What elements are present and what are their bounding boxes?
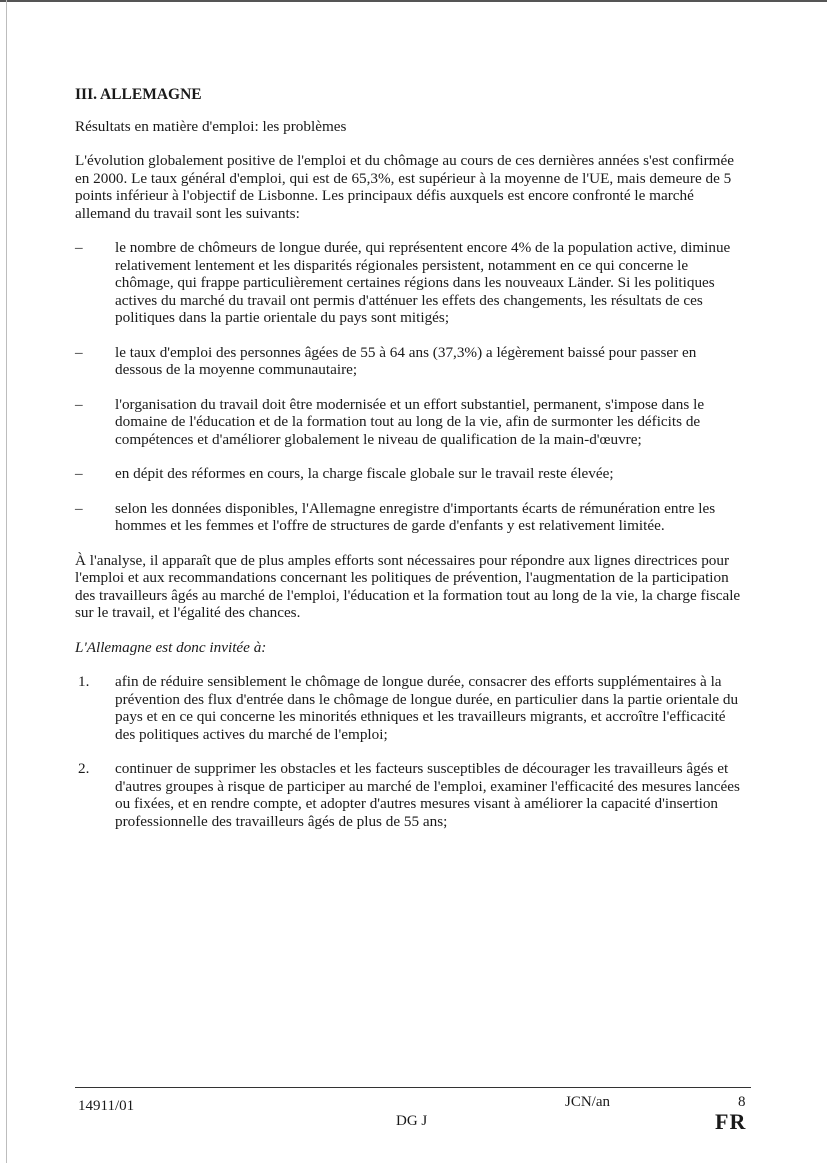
department-label: DG J [396,1113,428,1129]
list-item-text: en dépit des réformes en cours, la charge fiscale globale sur le travail reste élevée; [115,465,614,482]
list-item-text: continuer de supprimer les obstacles et les facteurs susceptibles de décourager les travailleurs âgés et d'autres groupes à risque de participer au marché de l'emploi, examiner l'efficacité des mesures lancées ou fixées, et en rendre compte, et adopter d'autres mesures visant à améliorer la capacité d'insertion professionnelle des travailleurs âgés de plus de 55 ans; [115,760,740,830]
language-code: FR [715,1109,747,1134]
document-reference: 14911/01 [78,1098,135,1114]
list-item-text: afin de réduire sensiblement le chômage de longue durée, consacrer des efforts supplémentaires à la prévention des flux d'entrée dans le chômage de longue durée, en particulier dans la partie orientale du pays et en ce qui concerne les minorités ethniques et les travailleurs migrants, et accroître l'efficacité des politiques actives du marché de l'emploi; [115,673,739,743]
list-item [75,344,745,379]
number-marker: 1. [78,673,90,690]
list-item-text: le taux d'emploi des personnes âgées de 55 à 64 ans (37,3%) a légèrement baissé pour passer en dessous de la moyenne communautaire; [115,343,697,378]
list-item-text: le nombre de chômeurs de longue durée, qui représentent encore 4% de la population active, diminue relativement lentement et les disparités régionales persistent, notamment en ce qui concerne le chômage, qui frappe particulièrement certaines régions dans les nouveaux Länder. Si les politiques actives du marché du travail ont permis d'atténuer les effets des changements, les résultats de ces politiques dans la partie orientale du pays sont mitigés; [115,239,731,326]
dash-marker: – [75,395,83,413]
section-subheading: Résultats en matière d'emploi: les problèmes [75,117,347,135]
footer-divider [75,1087,751,1088]
dash-marker: – [75,343,83,361]
list-item [75,500,745,535]
author-initials: JCN/an [565,1094,610,1110]
list-item-text: selon les données disponibles, l'Allemagne enregistre d'importants écarts de rémunération entre les hommes et les femmes et l'offre de structures de garde d'enfants y est relativement limitée. [115,499,716,534]
number-marker: 2. [78,760,90,777]
analysis-paragraph: À l'analyse, il apparaît que de plus amples efforts sont nécessaires pour répondre aux lignes directrices pour l'emploi et aux recommandations concernant les politiques de prévention, l'augmentation de la participation des travailleurs âgés au marché de l'emploi, l'éducation et la formation tout au long de la vie, la charge fiscale sur le travail, et l'égalité des chances. [75,551,741,621]
document-body [75,86,745,847]
dash-marker: – [75,239,83,256]
left-scan-edge [6,0,7,1163]
dash-marker: – [75,499,83,517]
intro-paragraph: L'évolution globalement positive de l'emploi et du chômage au cours de ces dernières années s'est confirmée en 2000. Le taux général d'emploi, qui est de 65,3%, est supérieur à la moyenne de l'UE, mais demeure de 5 points inférieur à l'objectif de Lisbonne. Les principaux défis auxquels est encore confronté le marché allemand du travail sont les suivants: [75,152,734,222]
list-item [75,396,745,449]
list-item [75,673,745,743]
section-heading: III. ALLEMAGNE [75,86,202,103]
list-item-text: l'organisation du travail doit être modernisée et un effort substantiel, permanent, s'impose dans le domaine de l'éducation et de la formation tout au long de la vie, afin de surmonter les déficits de compétences et d'améliorer globalement le niveau de qualification de la main-d'œuvre; [115,395,705,448]
challenges-list [75,239,745,535]
invitation-intro: L'Allemagne est donc invitée à: [75,638,267,656]
top-border [0,0,827,2]
recommendations-list [75,673,745,830]
list-item [75,760,745,830]
list-item [75,465,745,483]
list-item [75,239,745,327]
page-number: 8 [738,1094,746,1110]
dash-marker: – [75,465,83,482]
